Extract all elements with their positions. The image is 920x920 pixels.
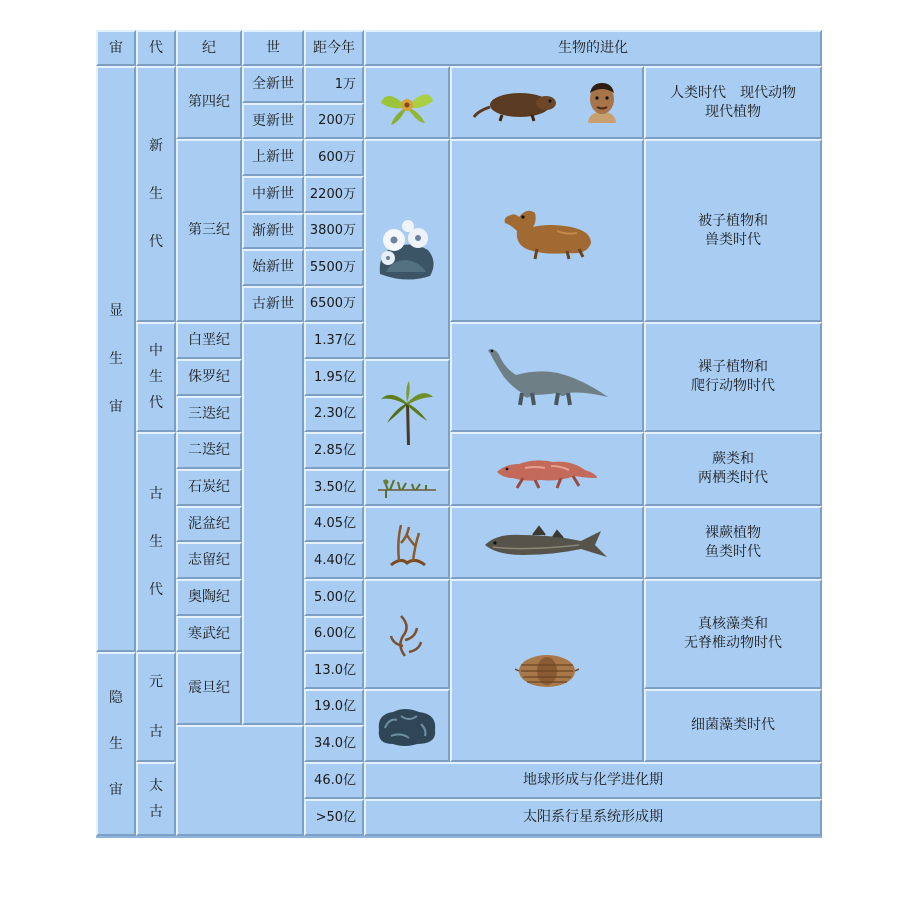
animal-cell [450,506,644,579]
human-face-icon [582,79,622,127]
stage-eukaryotic-algae: 真核藻类和 无脊椎动物时代 [644,579,822,689]
age-cell: 34.0亿 [304,725,364,762]
eon-char: 宙 [109,399,123,415]
epoch-oligocene: 渐新世 [242,213,304,249]
era-paleozoic [136,432,176,652]
plant-cell [364,579,450,689]
age-cell: 6.00亿 [304,616,364,652]
era-char: 代 [149,395,163,411]
animal-cell [450,139,644,322]
era-char: 古 [149,724,163,740]
period-cretaceous: 白垩纪 [176,322,242,359]
eon-char: 生 [109,736,123,752]
age-cell: 5.00亿 [304,579,364,616]
trilobite-icon [515,649,579,693]
fish-icon [483,523,611,563]
mammal-icon [497,201,597,261]
animal-cell [450,322,644,432]
plant-cell [364,469,450,506]
stage-solar-system: 太阳系行星系统形成期 [364,799,822,836]
white-flowers-icon [372,214,442,284]
era-char: 古 [149,486,163,502]
animal-cell [450,432,644,506]
stage-earth-formation: 地球形成与化学进化期 [364,762,822,799]
stage-bacteria: 细菌藻类时代 [644,689,822,762]
age-cell: 5500万 [304,249,364,286]
age-cell: 3800万 [304,213,364,249]
epoch-pleistocene: 更新世 [242,103,304,139]
period-sinian: 震旦纪 [176,652,242,725]
period-jurassic: 侏罗纪 [176,359,242,396]
algae-icon [387,610,427,658]
age-cell: 2.30亿 [304,396,364,432]
epoch-paleocene: 古新世 [242,286,304,322]
epoch-holocene: 全新世 [242,66,304,103]
eon-phanerozoic [96,66,136,652]
period-triassic: 三迭纪 [176,396,242,432]
age-cell: 200万 [304,103,364,139]
age-cell: 19.0亿 [304,689,364,725]
era-char: 太 [149,778,163,794]
psilophyte-icon [385,517,429,569]
age-cell: 4.05亿 [304,506,364,542]
eon-cryptozoic [96,652,136,836]
age-cell: 6500万 [304,286,364,322]
era-char: 生 [149,369,163,385]
age-cell: 1.37亿 [304,322,364,359]
animal-cell [450,66,644,139]
age-cell: >50亿 [304,799,364,836]
dinosaur-icon [482,347,612,407]
era-archean [136,762,176,836]
eon-char: 显 [109,303,123,319]
era-char: 代 [149,582,163,598]
plant-cell [364,689,450,762]
header-eon: 宙 [96,30,136,66]
age-cell: 46.0亿 [304,762,364,799]
amphibian-icon [495,448,599,490]
era-proterozoic [136,652,176,762]
epoch-pliocene: 上新世 [242,139,304,176]
period-ordovician: 奥陶纪 [176,579,242,616]
age-cell: 1.95亿 [304,359,364,396]
epoch-eocene: 始新世 [242,249,304,286]
fern-icon [376,476,438,500]
period-tertiary: 第三纪 [176,139,242,322]
era-char: 新 [149,138,163,154]
stage-angiosperms: 被子植物和 兽类时代 [644,139,822,322]
mole-icon [472,83,568,123]
geologic-time-table [96,30,822,838]
stage-psilophytes: 裸蕨植物 鱼类时代 [644,506,822,579]
stage-humans: 人类时代 现代动物 现代植物 [644,66,822,139]
epoch-miocene: 中新世 [242,176,304,213]
epoch-empty-cell [242,322,304,725]
eon-char: 宙 [109,782,123,798]
period-empty-cell [176,725,304,836]
age-cell: 600万 [304,139,364,176]
age-cell: 13.0亿 [304,652,364,689]
era-char: 生 [149,534,163,550]
era-char: 元 [149,674,163,690]
period-devonian: 泥盆纪 [176,506,242,542]
era-cenozoic [136,66,176,322]
stromatolite-icon [375,704,439,748]
period-silurian: 志留纪 [176,542,242,579]
era-char: 古 [149,804,163,820]
age-cell: 4.40亿 [304,542,364,579]
plant-cell [364,506,450,579]
period-quaternary: 第四纪 [176,66,242,139]
period-cambrian: 寒武纪 [176,616,242,652]
era-mesozoic [136,322,176,432]
age-cell: 1万 [304,66,364,103]
period-permian: 二迭纪 [176,432,242,469]
header-evolution: 生物的进化 [364,30,822,66]
animal-cell [450,579,644,762]
orchid-icon [377,77,437,129]
plant-cell [364,66,450,139]
plant-cell [364,139,450,359]
header-era: 代 [136,30,176,66]
era-char: 生 [149,186,163,202]
era-char: 代 [149,234,163,250]
period-carboniferous: 石炭纪 [176,469,242,506]
era-char: 中 [149,343,163,359]
eon-char: 隐 [109,690,123,706]
header-period: 纪 [176,30,242,66]
stage-gymnosperms: 裸子植物和 爬行动物时代 [644,322,822,432]
age-cell: 3.50亿 [304,469,364,506]
stage-ferns: 蕨类和 两栖类时代 [644,432,822,506]
plant-cell [364,359,450,469]
header-epoch: 世 [242,30,304,66]
age-cell: 2200万 [304,176,364,213]
age-cell: 2.85亿 [304,432,364,469]
eon-char: 生 [109,351,123,367]
header-age: 距今年 [304,30,364,66]
palm-tree-icon [379,379,435,449]
